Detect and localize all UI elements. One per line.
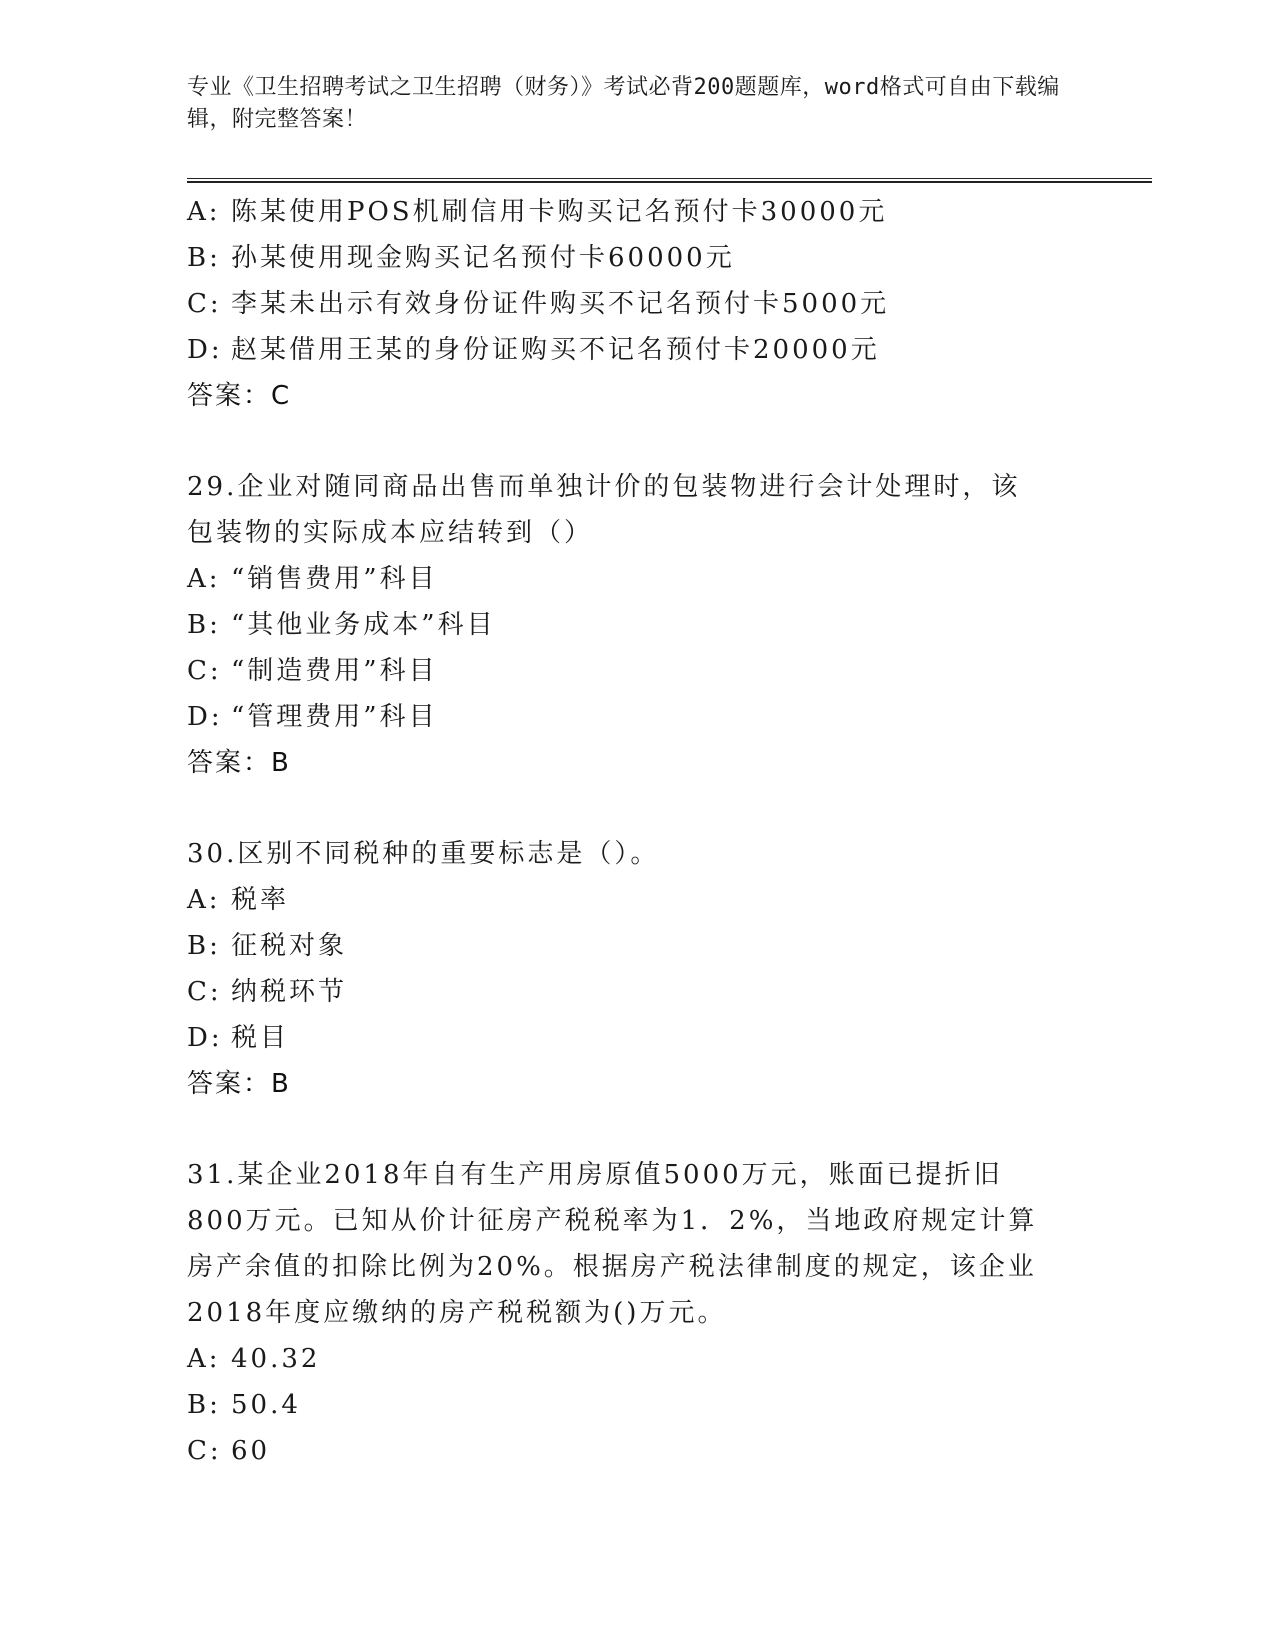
answer-line: 答案：B xyxy=(187,748,291,778)
option-letter: A: xyxy=(187,197,221,227)
answer-line: 答案：B xyxy=(187,1069,291,1099)
option-line xyxy=(187,602,1087,648)
option-line xyxy=(187,923,1087,969)
option-letter: D: xyxy=(187,702,223,732)
block-spacer xyxy=(187,1107,1087,1152)
block-spacer xyxy=(187,419,1087,464)
question-list xyxy=(187,189,1087,1474)
option-text: “其他业务成本”科目 xyxy=(231,610,496,640)
option-letter: B: xyxy=(187,1390,221,1420)
option-line xyxy=(187,327,1087,373)
option-line xyxy=(187,1015,1087,1061)
option-line xyxy=(187,648,1087,694)
option-text: 赵某借用王某的身份证购买不记名预付卡20000元 xyxy=(231,335,880,365)
option-line xyxy=(187,694,1087,740)
option-line xyxy=(187,877,1087,923)
option-text: 孙某使用现金购买记名预付卡60000元 xyxy=(231,243,735,273)
option-text: 60 xyxy=(231,1436,271,1466)
option-line xyxy=(187,281,1087,327)
option-line xyxy=(187,235,1087,281)
question-block xyxy=(187,189,1087,419)
option-letter: A: xyxy=(187,885,221,915)
option-text: 征税对象 xyxy=(231,931,348,961)
question-block xyxy=(187,831,1087,1107)
option-line xyxy=(187,189,1087,235)
option-line xyxy=(187,1428,1087,1474)
option-text: “管理费用”科目 xyxy=(231,702,438,732)
option-line xyxy=(187,1336,1087,1382)
answer-line: 答案：C xyxy=(187,381,292,411)
option-line xyxy=(187,1382,1087,1428)
option-letter: C: xyxy=(187,977,222,1007)
question-block xyxy=(187,464,1087,786)
block-spacer xyxy=(187,786,1087,831)
option-letter: D: xyxy=(187,1023,223,1053)
option-letter: C: xyxy=(187,656,222,686)
header-divider-thin xyxy=(187,178,1152,179)
option-letter: B: xyxy=(187,931,221,961)
option-letter: A: xyxy=(187,1344,221,1374)
option-line xyxy=(187,969,1087,1015)
option-letter: C: xyxy=(187,1436,222,1466)
option-text: 税率 xyxy=(231,885,290,915)
option-line xyxy=(187,556,1087,602)
question-text: 31.某企业2018年自有生产用房原值5000万元，账面已提折旧800万元。已知从价计征房产税税率为1．2%，当地政府规定计算房产余值的扣除比例为20%。根据房产税法律制度的规定，该企业2018年度应缴纳的房产税税额为()万元。 xyxy=(187,1160,1038,1328)
option-text: 纳税环节 xyxy=(231,977,348,1007)
option-text: 税目 xyxy=(231,1023,290,1053)
option-text: 李某未出示有效身份证件购买不记名预付卡5000元 xyxy=(231,289,890,319)
option-text: 40.32 xyxy=(231,1344,321,1374)
option-text: “销售费用”科目 xyxy=(231,564,438,594)
question-text: 29.企业对随同商品出售而单独计价的包装物进行会计处理时，该包装物的实际成本应结转到（） xyxy=(187,472,1021,548)
option-letter: C: xyxy=(187,289,222,319)
option-text: “制造费用”科目 xyxy=(231,656,438,686)
option-letter: A: xyxy=(187,564,221,594)
document-header: 专业《卫生招聘考试之卫生招聘（财务）》考试必背200题题库，word格式可自由下载编辑，附完整答案！ xyxy=(187,75,1060,132)
option-text: 陈某使用POS机刷信用卡购买记名预付卡30000元 xyxy=(231,197,888,227)
question-block xyxy=(187,1152,1087,1474)
option-letter: D: xyxy=(187,335,223,365)
header-divider-thick xyxy=(187,181,1152,183)
option-letter: B: xyxy=(187,610,221,640)
option-text: 50.4 xyxy=(231,1390,301,1420)
option-letter: B: xyxy=(187,243,221,273)
question-text: 30.区别不同税种的重要标志是（）。 xyxy=(187,839,660,869)
